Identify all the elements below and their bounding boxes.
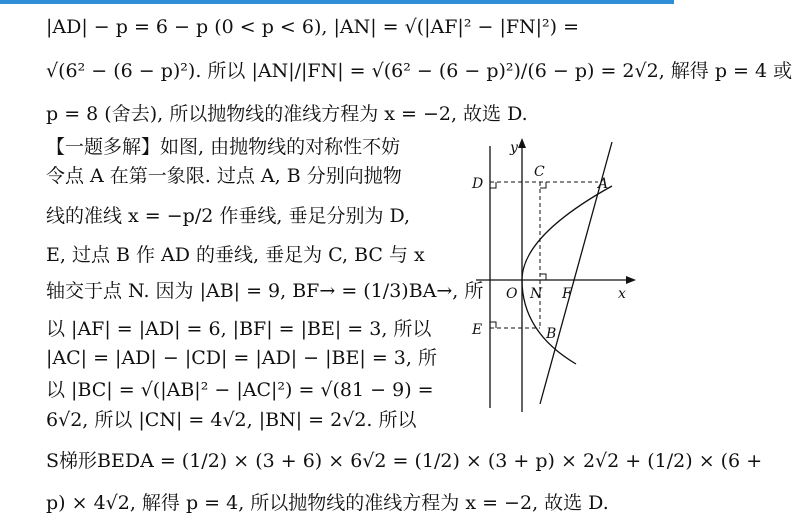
label-y: y	[510, 140, 518, 156]
text-line-5: 令点 A 在第一象限. 过点 A, B 分别向抛物	[46, 165, 402, 187]
text-line-10: |AC| = |AD| − |CD| = |AD| − |BE| = 3, 所	[46, 347, 437, 369]
x-axis-arrow	[626, 276, 636, 284]
top-border	[0, 0, 674, 4]
text-line-8: 轴交于点 N. 因为 |AB| = 9, BF→ = (1/3)BA→, 所	[46, 280, 484, 302]
y-axis-arrow	[518, 138, 526, 148]
text-line-4: 【一题多解】如图, 由抛物线的对称性不妨	[46, 136, 401, 158]
label-e: E	[472, 322, 483, 338]
text-line-9: 以 |AF| = |AD| = 6, |BF| = |BE| = 3, 所以	[46, 318, 432, 340]
right-angle-c	[540, 182, 546, 188]
text-line-14: p) × 4√2, 解得 p = 4, 所以抛物线的准线方程为 x = −2, 故选 D.	[46, 492, 609, 514]
label-o: O	[506, 286, 518, 302]
label-c: C	[534, 164, 545, 180]
text-line-11: 以 |BC| = √(|AB|² − |AC|²) = √(81 − 9) =	[46, 379, 434, 401]
right-angle-d	[490, 182, 496, 188]
text-line-12: 6√2, 所以 |CN| = 4√2, |BN| = 2√2. 所以	[46, 409, 417, 431]
text-line-2: √(6² − (6 − p)²). 所以 |AN|/|FN| = √(6² − (6 − p)²)/(6 − p) = 2√2, 解得 p = 4 或	[46, 60, 792, 82]
right-angle-e	[490, 322, 496, 328]
label-f: F	[562, 286, 572, 302]
right-angle-n	[540, 274, 546, 280]
text-line-3: p = 8 (舍去), 所以抛物线的准线方程为 x = −2, 故选 D.	[46, 103, 528, 125]
text-line-6: 线的准线 x = −p/2 作垂线, 垂足分别为 D,	[46, 205, 411, 227]
text-line-13: S梯形BEDA = (1/2) × (3 + 6) × 6√2 = (1/2) × (3 + p) × 2√2 + (1/2) × (6 +	[46, 450, 763, 472]
label-d: D	[472, 176, 484, 192]
parabola-curve	[522, 186, 612, 364]
text-line-1: |AD| − p = 6 − p (0 < p < 6), |AN| = √(|AF|² − |FN|²) =	[46, 16, 580, 38]
text-line-7: E, 过点 B 作 AD 的垂线, 垂足为 C, BC 与 x	[46, 244, 425, 266]
label-b: B	[546, 326, 557, 342]
label-x: x	[618, 286, 626, 302]
label-n: N	[530, 286, 543, 302]
label-a: A	[598, 176, 609, 192]
parabola-figure	[462, 136, 638, 418]
